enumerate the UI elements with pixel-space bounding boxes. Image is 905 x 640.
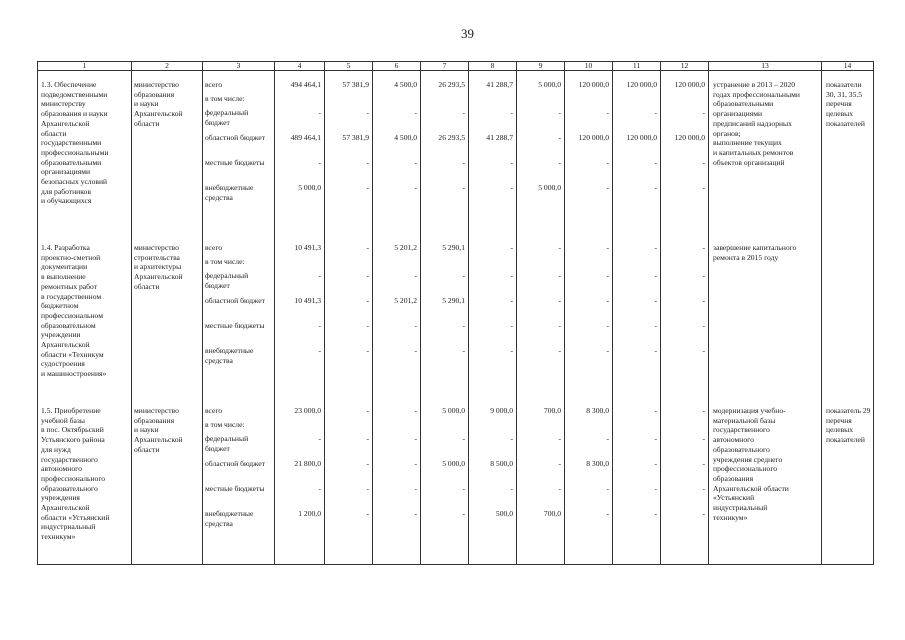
funding-source-label: всего bbox=[205, 80, 223, 89]
amount-value bbox=[275, 420, 324, 434]
measure-name-cell bbox=[38, 404, 132, 564]
amount-value: - bbox=[462, 509, 465, 518]
funding-source-label: в том числе: bbox=[205, 420, 245, 429]
amount-value bbox=[275, 257, 324, 271]
measure-row bbox=[38, 241, 874, 404]
amount-value bbox=[469, 420, 516, 434]
column-number-4: 4 bbox=[275, 62, 325, 71]
amount-value: - bbox=[318, 434, 321, 443]
amount-value bbox=[373, 94, 420, 108]
amount-value: - bbox=[318, 321, 321, 330]
funding-source-label: в том числе: bbox=[205, 94, 245, 103]
amount-value: - bbox=[654, 321, 657, 330]
amount-value: - bbox=[654, 108, 657, 117]
funding-source-label: всего bbox=[205, 406, 223, 415]
amount-value: 120 000,0 bbox=[578, 133, 609, 142]
target-indicators: показатель 29 перечня целевых показателей bbox=[826, 406, 871, 445]
column-number-12: 12 bbox=[661, 62, 709, 71]
amount-value bbox=[325, 94, 372, 108]
amount-value: - bbox=[558, 346, 561, 355]
amount-column-10 bbox=[565, 241, 613, 404]
target-indicators-cell bbox=[822, 404, 874, 564]
amount-value: - bbox=[414, 271, 417, 280]
amount-value bbox=[325, 420, 372, 434]
amount-value bbox=[469, 257, 516, 271]
measure-name: 1.3. Обеспечение подведомственными министерству образования и науки Архангельской области государственными профессиональными образовательными организациями безопасных условий для работников и обучающихся bbox=[41, 80, 109, 206]
amount-value: - bbox=[654, 158, 657, 167]
amount-value: 120 000,0 bbox=[674, 133, 705, 142]
amount-value: - bbox=[702, 406, 705, 415]
amount-value bbox=[421, 257, 468, 271]
amount-value: 700,0 bbox=[543, 509, 561, 518]
amount-column-11 bbox=[613, 241, 661, 404]
funding-source-label: областной бюджет bbox=[205, 133, 265, 142]
amount-value: 4 500,0 bbox=[394, 80, 417, 89]
amount-column-5 bbox=[325, 78, 373, 241]
amount-value: 1 200,0 bbox=[298, 509, 321, 518]
amount-value: - bbox=[654, 509, 657, 518]
amount-value: - bbox=[606, 158, 609, 167]
amount-value bbox=[565, 420, 612, 434]
amount-value: - bbox=[558, 459, 561, 468]
amount-value: 5 000,0 bbox=[538, 183, 561, 192]
amount-value: - bbox=[654, 296, 657, 305]
amount-value: - bbox=[558, 484, 561, 493]
expected-result-cell bbox=[709, 404, 822, 564]
amount-value: - bbox=[654, 271, 657, 280]
amount-value: - bbox=[606, 296, 609, 305]
funding-source-cell bbox=[203, 241, 275, 404]
amount-value bbox=[613, 420, 660, 434]
amount-value bbox=[325, 257, 372, 271]
funding-source-label: всего bbox=[205, 243, 223, 252]
amount-value: 700,0 bbox=[543, 406, 561, 415]
amount-value: 23 000,0 bbox=[294, 406, 321, 415]
column-number-3: 3 bbox=[203, 62, 275, 71]
amount-value: - bbox=[558, 296, 561, 305]
column-number-6: 6 bbox=[373, 62, 421, 71]
amount-value: - bbox=[366, 108, 369, 117]
amount-value: - bbox=[702, 434, 705, 443]
amount-value: - bbox=[462, 183, 465, 192]
expected-result: модернизация учебно- материальной базы государственного автономного образовательного учреждения среднего профессионального образования Архангельской области «Устьянский индустриальный техникум» bbox=[713, 406, 789, 522]
amount-value bbox=[661, 420, 708, 434]
amount-value: 5 000,0 bbox=[442, 406, 465, 415]
funding-source-cell bbox=[203, 78, 275, 241]
amount-value: 120 000,0 bbox=[674, 80, 705, 89]
amount-column-5 bbox=[325, 404, 373, 564]
amount-value: - bbox=[606, 484, 609, 493]
amount-value: - bbox=[558, 434, 561, 443]
column-number-2: 2 bbox=[132, 62, 203, 71]
measure-name: 1.5. Приобретение учебной базы в пос. Октябрьский Устьянского района для нужд государственного автономного профессионального образовательного учреждения Архангельской области «Устьянский индустриальный техникум» bbox=[41, 406, 110, 542]
amount-value: - bbox=[606, 108, 609, 117]
amount-value: - bbox=[366, 296, 369, 305]
amount-value: - bbox=[558, 243, 561, 252]
measure-executor-cell bbox=[132, 241, 203, 404]
amount-column-10 bbox=[565, 404, 613, 564]
amount-value: 5 290,1 bbox=[442, 296, 465, 305]
column-number-8: 8 bbox=[469, 62, 517, 71]
amount-value bbox=[469, 94, 516, 108]
target-indicators: показатели 30, 31, 35.5 перечня целевых показателей bbox=[826, 80, 865, 128]
column-number-5: 5 bbox=[325, 62, 373, 71]
amount-value: 5 000,0 bbox=[298, 183, 321, 192]
amount-value: - bbox=[702, 346, 705, 355]
amount-value: - bbox=[606, 321, 609, 330]
amount-value bbox=[565, 257, 612, 271]
amount-value: 5 000,0 bbox=[442, 459, 465, 468]
amount-value: - bbox=[462, 484, 465, 493]
amount-value bbox=[613, 94, 660, 108]
amount-value: - bbox=[366, 484, 369, 493]
amount-value: - bbox=[558, 321, 561, 330]
amount-value: - bbox=[702, 183, 705, 192]
measure-row bbox=[38, 78, 874, 241]
amount-value: - bbox=[558, 158, 561, 167]
expected-result-cell bbox=[709, 241, 822, 404]
amount-column-7 bbox=[421, 241, 469, 404]
amount-value: - bbox=[606, 271, 609, 280]
amount-column-10 bbox=[565, 78, 613, 241]
amount-value: - bbox=[606, 346, 609, 355]
program-measures-table bbox=[37, 61, 874, 565]
amount-value: - bbox=[510, 484, 513, 493]
amount-column-9 bbox=[517, 404, 565, 564]
column-number-11: 11 bbox=[613, 62, 661, 71]
amount-value: 41 288,7 bbox=[486, 133, 513, 142]
amount-value bbox=[373, 257, 420, 271]
amount-value: - bbox=[510, 434, 513, 443]
amount-value: - bbox=[510, 108, 513, 117]
funding-source-label: областной бюджет bbox=[205, 459, 265, 468]
amount-value bbox=[517, 94, 564, 108]
amount-value: - bbox=[366, 459, 369, 468]
measure-executor-cell bbox=[132, 404, 203, 564]
amount-value: - bbox=[558, 271, 561, 280]
amount-value: - bbox=[462, 321, 465, 330]
amount-value: - bbox=[318, 346, 321, 355]
amount-value: - bbox=[462, 108, 465, 117]
amount-value: 8 300,0 bbox=[586, 406, 609, 415]
amount-value: - bbox=[510, 243, 513, 252]
funding-source-label: федеральный бюджет bbox=[205, 271, 249, 290]
amount-value: - bbox=[366, 509, 369, 518]
amount-value: 8 500,0 bbox=[490, 459, 513, 468]
column-number-9: 9 bbox=[517, 62, 565, 71]
funding-source-label: федеральный бюджет bbox=[205, 434, 249, 453]
funding-source-label: федеральный бюджет bbox=[205, 108, 249, 127]
amount-value: - bbox=[366, 243, 369, 252]
amount-column-6 bbox=[373, 404, 421, 564]
expected-result: завершение капитального ремонта в 2015 году bbox=[713, 243, 797, 262]
funding-source-label: местные бюджеты bbox=[205, 484, 265, 493]
target-indicators-cell bbox=[822, 78, 874, 241]
amount-column-8 bbox=[469, 241, 517, 404]
amount-value bbox=[517, 257, 564, 271]
amount-column-4 bbox=[275, 404, 325, 564]
column-number-1: 1 bbox=[38, 62, 132, 71]
amount-column-4 bbox=[275, 78, 325, 241]
amount-value bbox=[661, 257, 708, 271]
amount-value: 120 000,0 bbox=[626, 133, 657, 142]
amount-value: - bbox=[510, 346, 513, 355]
amount-value: - bbox=[654, 346, 657, 355]
amount-value: 41 288,7 bbox=[486, 80, 513, 89]
amount-value: - bbox=[414, 406, 417, 415]
funding-source-label: в том числе: bbox=[205, 257, 245, 266]
amount-value: - bbox=[702, 158, 705, 167]
amount-value: - bbox=[414, 459, 417, 468]
amount-value: - bbox=[510, 296, 513, 305]
amount-value: 9 000,0 bbox=[490, 406, 513, 415]
amount-value: - bbox=[462, 434, 465, 443]
amount-value: - bbox=[654, 183, 657, 192]
amount-value: - bbox=[318, 484, 321, 493]
amount-value: - bbox=[702, 321, 705, 330]
amount-value: - bbox=[702, 509, 705, 518]
amount-column-9 bbox=[517, 241, 565, 404]
amount-value: 4 500,0 bbox=[394, 133, 417, 142]
amount-value: - bbox=[510, 271, 513, 280]
amount-value: - bbox=[414, 484, 417, 493]
column-number-14: 14 bbox=[822, 62, 874, 71]
amount-column-6 bbox=[373, 78, 421, 241]
expected-result: устранение в 2013 – 2020 годах профессиональными образовательными организациями предписаний надзорных органов; выполнение текущих и капитальных ремонтов объектов организаций bbox=[713, 80, 800, 167]
amount-value: - bbox=[462, 158, 465, 167]
amount-value: 10 491,3 bbox=[294, 243, 321, 252]
amount-value: - bbox=[510, 183, 513, 192]
amount-value: - bbox=[462, 346, 465, 355]
amount-column-12 bbox=[661, 78, 709, 241]
amount-value: 8 300,0 bbox=[586, 459, 609, 468]
amount-value: 21 800,0 bbox=[294, 459, 321, 468]
funding-source-label: областной бюджет bbox=[205, 296, 265, 305]
measure-name: 1.4. Разработка проектно-сметной документации в выполнение ремонтных работ в государственном бюджетном профессиональном образовательном учреждении Архангельской области «Техникум судостроения и машиностроения» bbox=[41, 243, 107, 379]
amount-value bbox=[517, 420, 564, 434]
amount-value: - bbox=[654, 406, 657, 415]
amount-column-12 bbox=[661, 241, 709, 404]
amount-value: - bbox=[414, 346, 417, 355]
amount-column-4 bbox=[275, 241, 325, 404]
amount-value: - bbox=[366, 321, 369, 330]
funding-source-label: внебюджетные средства bbox=[205, 183, 254, 202]
amount-value: - bbox=[654, 434, 657, 443]
amount-value: - bbox=[558, 133, 561, 142]
funding-source-label: местные бюджеты bbox=[205, 158, 265, 167]
amount-value: - bbox=[654, 484, 657, 493]
column-number-row bbox=[38, 62, 874, 71]
amount-value: 494 464,1 bbox=[290, 80, 321, 89]
amount-column-5 bbox=[325, 241, 373, 404]
amount-column-7 bbox=[421, 404, 469, 564]
column-number-10: 10 bbox=[565, 62, 613, 71]
amount-value bbox=[613, 257, 660, 271]
amount-value: - bbox=[702, 271, 705, 280]
measure-name-cell bbox=[38, 78, 132, 241]
amount-value: 5 201,2 bbox=[394, 243, 417, 252]
amount-value: 5 201,2 bbox=[394, 296, 417, 305]
amount-value: - bbox=[702, 459, 705, 468]
amount-value: 26 293,5 bbox=[438, 133, 465, 142]
amount-value: 10 491,3 bbox=[294, 296, 321, 305]
amount-value: - bbox=[318, 271, 321, 280]
amount-column-12 bbox=[661, 404, 709, 564]
amount-value: - bbox=[414, 158, 417, 167]
amount-value: 489 464,1 bbox=[290, 133, 321, 142]
measure-executor: министерство строительства и архитектуры Архангельской области bbox=[134, 243, 183, 291]
amount-value: - bbox=[606, 243, 609, 252]
amount-value bbox=[275, 94, 324, 108]
amount-value: 500,0 bbox=[495, 509, 513, 518]
amount-column-11 bbox=[613, 78, 661, 241]
amount-value: - bbox=[366, 158, 369, 167]
amount-value: 5 290,1 bbox=[442, 243, 465, 252]
amount-value: - bbox=[510, 158, 513, 167]
amount-value: - bbox=[702, 108, 705, 117]
amount-column-8 bbox=[469, 78, 517, 241]
amount-value: - bbox=[606, 183, 609, 192]
amount-value: - bbox=[558, 108, 561, 117]
amount-value bbox=[373, 420, 420, 434]
amount-value: 120 000,0 bbox=[626, 80, 657, 89]
column-number-7: 7 bbox=[421, 62, 469, 71]
amount-value: - bbox=[414, 321, 417, 330]
measure-executor: министерство образования и науки Архангельской области bbox=[134, 406, 183, 454]
spacer-row bbox=[38, 71, 874, 79]
expected-result-cell bbox=[709, 78, 822, 241]
measure-executor: министерство образования и науки Архангельской области bbox=[134, 80, 183, 128]
amount-value: - bbox=[366, 346, 369, 355]
amount-value: - bbox=[702, 296, 705, 305]
amount-value: - bbox=[366, 406, 369, 415]
amount-value: 26 293,5 bbox=[438, 80, 465, 89]
page-number: 39 bbox=[461, 26, 474, 41]
amount-value: - bbox=[654, 459, 657, 468]
funding-source-label: местные бюджеты bbox=[205, 321, 265, 330]
amount-value: - bbox=[702, 484, 705, 493]
measure-row bbox=[38, 404, 874, 564]
amount-value: - bbox=[606, 434, 609, 443]
amount-value: - bbox=[414, 108, 417, 117]
amount-value: - bbox=[414, 434, 417, 443]
amount-value bbox=[565, 94, 612, 108]
amount-value: 57 381,9 bbox=[342, 80, 369, 89]
funding-source-label: внебюджетные средства bbox=[205, 346, 254, 365]
target-indicators-cell bbox=[822, 241, 874, 404]
amount-value: - bbox=[414, 183, 417, 192]
amount-value: - bbox=[318, 158, 321, 167]
amount-value bbox=[421, 420, 468, 434]
amount-column-9 bbox=[517, 78, 565, 241]
measure-executor-cell bbox=[132, 78, 203, 241]
amount-value: 120 000,0 bbox=[578, 80, 609, 89]
funding-source-cell bbox=[203, 404, 275, 564]
amount-value bbox=[661, 94, 708, 108]
amount-value bbox=[421, 94, 468, 108]
amount-value: 57 381,9 bbox=[342, 133, 369, 142]
amount-column-7 bbox=[421, 78, 469, 241]
amount-value: - bbox=[366, 434, 369, 443]
funding-source-label: внебюджетные средства bbox=[205, 509, 254, 528]
amount-value: - bbox=[366, 271, 369, 280]
amount-value: - bbox=[462, 271, 465, 280]
amount-value: - bbox=[654, 243, 657, 252]
amount-value: - bbox=[366, 183, 369, 192]
column-number-13: 13 bbox=[709, 62, 822, 71]
amount-value: - bbox=[702, 243, 705, 252]
amount-value: - bbox=[414, 509, 417, 518]
amount-column-8 bbox=[469, 404, 517, 564]
amount-value: 5 000,0 bbox=[538, 80, 561, 89]
amount-column-11 bbox=[613, 404, 661, 564]
amount-value: - bbox=[318, 108, 321, 117]
amount-value: - bbox=[510, 321, 513, 330]
measure-name-cell bbox=[38, 241, 132, 404]
amount-column-6 bbox=[373, 241, 421, 404]
amount-value: - bbox=[606, 509, 609, 518]
